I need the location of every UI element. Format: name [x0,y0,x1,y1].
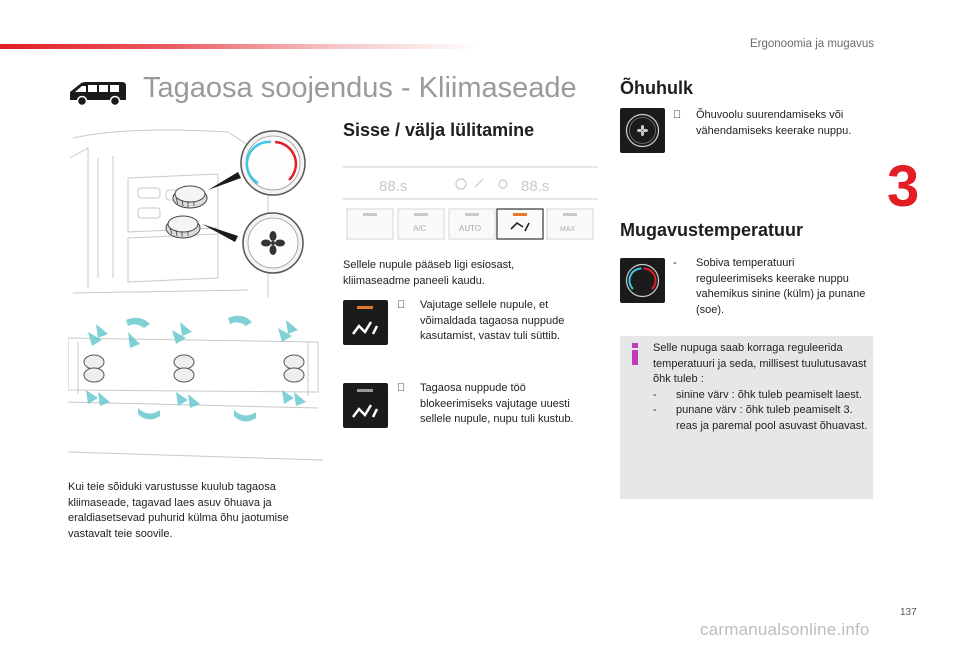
bullet-disable-text: Tagaosa nuppude töö blokeerimiseks vajutage uuesti sellele nupule, nupu tuli kustub. [420,382,574,425]
bullet-marker [397,298,419,314]
page-number: 137 [900,607,917,618]
bullet-airflow-text: Õhuvoolu suurendamiseks või vähendamiseks keerake nuppu. [696,109,852,137]
van-icon [68,80,128,106]
info-item [653,388,868,404]
panel-ac-label: A/C [413,224,427,233]
bullet-enable-text: Vajutage sellele nupule, et võimaldada tagaosa nuppude kasutamist, vastav tuli süttib. [420,299,565,342]
info-item-dash: - [653,388,657,401]
panel-max-label: MAX [560,226,576,233]
rear-control-knobs-figure [68,118,323,300]
airflow-heading: Õhuhulk [620,78,693,98]
rear-enable-button-on-image [343,300,388,345]
chapter-number: 3 [887,154,920,219]
access-paragraph: Sellele nupule pääseb ligi esiosast, kliimaseadme paneeli kaudu. [343,259,515,287]
info-intro: Selle nupuga saab korraga reguleerida temperatuuri ja seda, millisest tuulutusavast õhk tuleb : [653,342,867,385]
info-icon [628,343,642,365]
panel-display-right: 88.s [521,178,550,195]
bullet-marker: - [673,257,677,269]
info-box-text [653,341,868,434]
bullet-disable [397,381,587,428]
top-accent-bar [0,44,480,49]
info-item-text: sinine värv : õhk tuleb peamiselt laest. [676,388,862,401]
section-header: Ergonoomia ja mugavus [749,38,874,50]
bullet-temperature [673,256,873,318]
info-item [653,403,868,434]
panel-auto-label: AUTO [459,224,482,233]
page-title: Tagaosa soojendus - Kliimaseade [143,72,577,104]
bullet-temperature-text: Sobiva temperatuuri reguleerimiseks keerake nuppu vahemikus sinine (külm) ja punane (soe). [696,257,866,316]
bullet-enable [397,298,587,345]
intro-paragraph: Kui teie sõiduki varustusse kuulub tagaosa kliimaseade, tagavad laes asuv õhuava ja eraldiasetsevad puhurid külma õhu jaotumise vastavalt teie soovile. [68,481,289,540]
info-item-text: punane värv : õhk tuleb peamiselt 3. reas ja paremal pool asuvast õhuavast. [676,404,868,432]
comfort-temperature-heading: Mugavustemperatuur [620,220,804,240]
bullet-marker [673,108,695,124]
rear-enable-button-off-image [343,383,388,428]
watermark: carmanualsonline.info [700,620,870,639]
fan-knob-image [620,108,665,153]
climate-control-panel-figure [343,163,598,248]
bullet-airflow [673,108,873,139]
bullet-marker [397,381,419,397]
ceiling-vents-airflow-figure [68,312,323,468]
info-item-dash: - [653,404,657,416]
panel-display-left: 88.s [379,178,408,195]
temperature-knob-image [620,258,665,303]
on-off-heading: Sisse / välja lülitamine [343,120,535,140]
